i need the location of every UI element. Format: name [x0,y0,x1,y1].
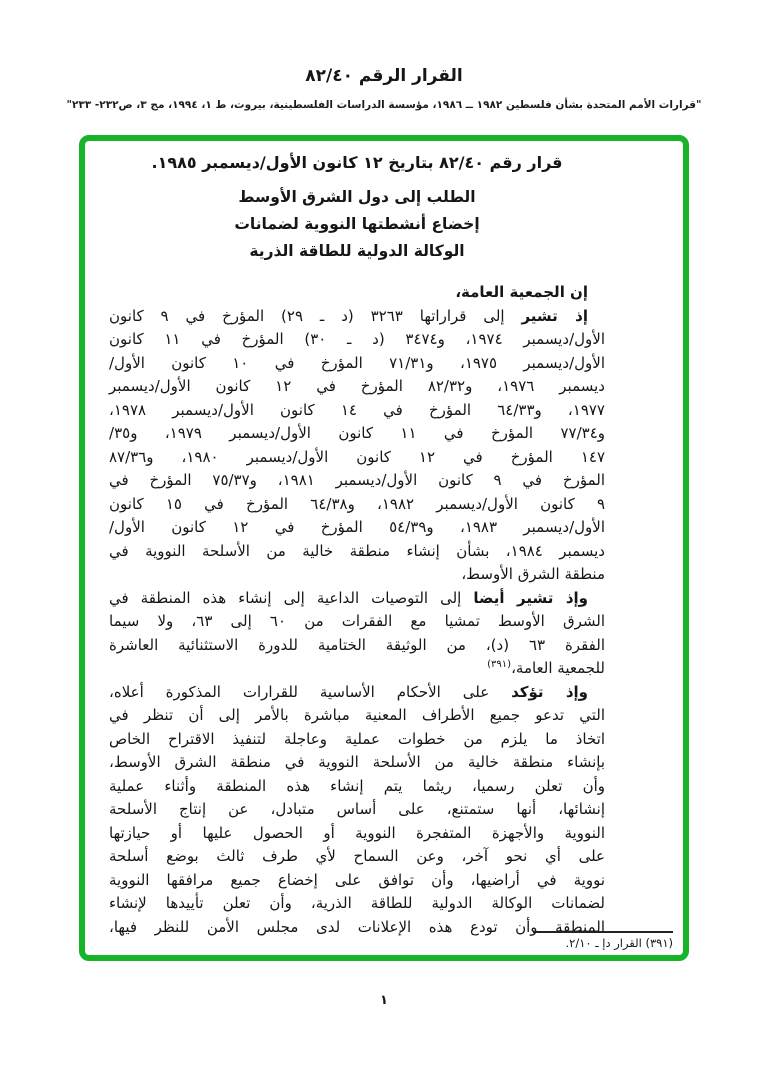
footnote [533,931,673,950]
text-line: التي تدعو جميع الأطراف المعنية مباشرة بالأمر إلى أن تنظر في [109,706,605,724]
text-line: لضمانات الوكالة الدولية للطاقة الذرية، وأن تعلن تأييدها لإنشاء [109,894,605,912]
text-line: الشرق الأوسط تمشيا مع الفقرات من ٦٠ إلى ٦٣، ولا سيما [109,612,605,630]
text-line: منطقة الشرق الأوسط، [461,565,605,583]
text-line: إن الجمعية العامة، [455,283,588,301]
text-line: النووية والأجهزة المتفجرة النووية أو الحصول عليها أو حيازتها [109,823,605,842]
resolution-box-content [85,141,683,955]
text-line: الأول/ديسمبر ١٩٧٥، و٧١/٣١ المؤرخ في ١٠ كانون الأول/ [109,353,606,372]
text-line: نووية في أراضيها، وأن توافق على إخضاع جميع مرافقها النووية [109,870,605,889]
resolution-headings [109,184,605,265]
resolution-heading: إخضاع أنشطتها النووية لضمانات [234,215,480,233]
page-title: القرار الرقم ٨٢/٤٠ [305,66,463,86]
resolution-body [109,281,605,939]
footnote-text: (٣٩١) القرار دإ ـ ٢/١٠. [565,936,673,950]
text-line: وإذ تشير أيضا إلى التوصيات الداعية إلى إنشاء هذه المنطقة في [109,588,588,607]
text-line: ١٤٧ المؤرخ في ١٢ كانون الأول/ديسمبر ١٩٨٠، و٨٧/٣٦ [109,447,605,466]
text-line: ١٩٧٧، و٦٤/٣٣ المؤرخ في ١٤ كانون الأول/ديسمبر ١٩٧٨، [109,400,605,419]
text-line: إذ تشير إلى قراراتها ٣٢٦٣ (د ـ ٢٩) المؤرخ في ٩ كانون [109,306,589,325]
resolution-title: قرار رقم ٨٢/٤٠ بتاريخ ١٢ كانون الأول/ديسمبر ١٩٨٥. [151,153,563,172]
text-line: الفقرة ٦٣ (د)، من الوثيقة الختامية للدورة الاستثنائية العاشرة [109,635,605,654]
text-line: و٧٧/٣٤ المؤرخ في ١١ كانون الأول/ديسمبر ١٩٧٩، و٣٥/ [109,424,605,442]
resolution-box [79,135,689,961]
text-line: للجمعية العامة،$^{(٣٩١)}$ [487,659,605,677]
footnote-ref: (٣٩١) [487,659,512,670]
page-subtitle: "قرارات الأمم المتحدة بشأن فلسطين ١٩٨٢ ــ ١٩٨٦، مؤسسة الدراسات الفلسطينية، بيروت، ط ١، ١٩٩٤، مج ٣، ص٢٣٢- ٢٣٣" [66,99,702,111]
text-line: ٩ كانون الأول/ديسمبر ١٩٨٢، و٦٤/٣٨ المؤرخ في ١٥ كانون [109,494,605,513]
footnote-separator [533,931,673,933]
text-line: وإذ تؤكد على الأحكام الأساسية للقرارات المذكورة أعلاه، [109,682,588,701]
text-line: الأول/ديسمبر ١٩٧٤، و٣٤٧٤ (د ـ ٣٠) المؤرخ في ١١ كانون [109,330,605,348]
text-line: على أي نحو آخر، وعن السماح لأي طرف ثالث بوضع أسلحة [109,847,605,865]
resolution-heading: الوكالة الدولية للطاقة الذرية [249,242,465,260]
text-line: اتخاذ ما يلزم من خطوات عملية وعاجلة لتنفيذ الاقتراح الخاص [109,729,605,748]
text-line: المؤرخ في ٩ كانون الأول/ديسمبر ١٩٨١، و٧٥/٣٧ المؤرخ في [109,471,605,489]
text-line: إنشائها، أنها ستمتنع، على أساس متبادل، عن إنتاج الأسلحة [109,800,605,818]
text-line: بإنشاء منطقة خالية من الأسلحة النووية في منطقة الشرق الأوسط، [109,753,605,771]
text-line: المنطقة وأن تودع هذه الإعلانات لدى مجلس الأمن للنظر فيها، [109,917,605,936]
text-line: الأول/ديسمبر ١٩٨٣، و٥٤/٣٩ المؤرخ في ١٢ كانون الأول/ [109,518,606,536]
text-line: ديسمبر ١٩٧٦، و٨٢/٣٢ المؤرخ في ١٢ كانون الأول/ديسمبر [109,377,605,395]
text-line: وأن تعلن رسميا، ريثما يتم إنشاء هذه المنطقة وأثناء عملية [109,776,605,795]
resolution-heading: الطلب إلى دول الشرق الأوسط [238,188,476,206]
page-number: ١ [380,993,388,1008]
text-line: ديسمبر ١٩٨٤، بشأن إنشاء منطقة خالية من الأسلحة النووية في [109,541,605,560]
